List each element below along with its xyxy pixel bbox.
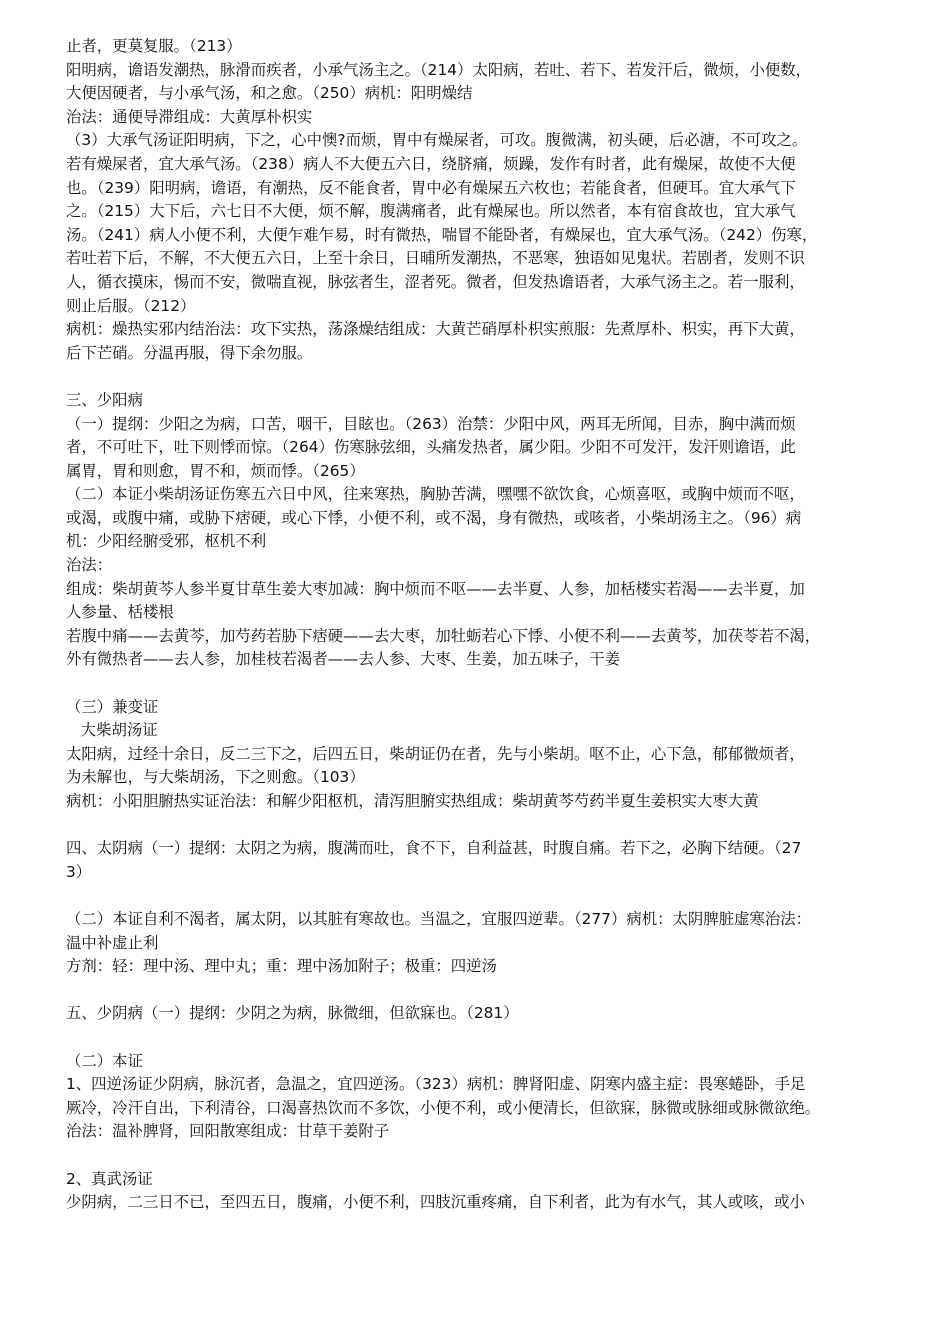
text-line: 机：少阳经腑受邪，枢机不利 bbox=[66, 532, 267, 551]
blank-line bbox=[66, 1026, 896, 1050]
text-line: 3） bbox=[66, 862, 92, 881]
text-line: 属胃，胃和则愈，胃不和，烦而悸。（265） bbox=[66, 461, 365, 480]
text-line: 为未解也，与大柴胡汤，下之则愈。（103） bbox=[66, 768, 365, 787]
text-line: 2、真武汤证 bbox=[66, 1169, 153, 1188]
text-line: 四、太阴病（一）提纲：太阴之为病，腹满而吐，食不下，自利益甚，时腹自痛。若下之，必胸下结硬。（27 bbox=[66, 839, 802, 858]
text-line: 若有燥屎者，宜大承气汤。（238）病人不大便五六日，绕脐痛，烦躁，发作有时者，此有燥屎，故使不大便 bbox=[66, 154, 796, 173]
text-line: 则止后服。（212） bbox=[66, 296, 196, 315]
text-line: 温中补虚止利 bbox=[66, 933, 159, 952]
text-line: 若腹中痛——去黄芩，加芍药若胁下痞硬——去大枣，加牡蛎若心下悸、小便不利——去黄芩，加茯苓若不渴， bbox=[66, 626, 821, 645]
blank-line bbox=[66, 672, 896, 696]
text-line: 组成：柴胡黄芩人参半夏甘草生姜大枣加减：胸中烦而不呕——去半夏、人参，加栝楼实若渴——去半夏，加 bbox=[66, 579, 805, 598]
text-line: 人参量、栝楼根 bbox=[66, 603, 174, 622]
text-line: 汤。（241）病人小便不利，大便乍难乍易，时有微热，喘冒不能卧者，有燥屎也，宜大承气汤。（242）伤寒， bbox=[66, 225, 818, 244]
text-line: （二）本证自利不渴者，属太阴，以其脏有寒故也。当温之，宜服四逆辈。（277）病机：太阴脾脏虚寒治法： bbox=[66, 909, 812, 928]
blank-line bbox=[66, 365, 896, 389]
text-line: 五、少阴病（一）提纲：少阴之为病，脉微细，但欲寐也。（281） bbox=[66, 1004, 519, 1023]
text-line: 治法： bbox=[66, 556, 113, 575]
text-line: 方剂：轻：理中汤、理中丸；重：理中汤加附子；极重：四逆汤 bbox=[66, 957, 497, 976]
blank-line bbox=[66, 884, 896, 908]
text-line: 或渴，或腹中痛，或胁下痞硬，或心下悸，小便不利，或不渴，身有微热，或咳者，小柴胡汤主之。（96）病 bbox=[66, 508, 802, 527]
text-line: 阳明病，谵语发潮热，脉滑而疾者，小承气汤主之。（214）太阳病，若吐、若下、若发汗后，微烦，小便数， bbox=[66, 60, 812, 79]
text-line: 治法：温补脾肾，回阳散寒组成：甘草干姜附子 bbox=[66, 1122, 390, 1141]
text-line: 厥冷，冷汗自出，下利清谷，口渴喜热饮而不多饮，小便不利，或小便清长，但欲寐，脉微或脉细或脉微欲绝。 bbox=[66, 1098, 821, 1117]
text-line: 也。（239）阳明病，谵语，有潮热，反不能食者，胃中必有燥屎五六枚也；若能食者，但硬耳。宜大承气下 bbox=[66, 178, 796, 197]
text-line: （二）本证 bbox=[66, 1051, 143, 1070]
text-line: （二）本证小柴胡汤证伤寒五六日中风，往来寒热，胸胁苦满，嘿嘿不欲饮食，心烦喜呕，或胸中烦而不呕， bbox=[66, 485, 805, 504]
text-line: 若吐若下后，不解，不大便五六日，上至十余日，日晡所发潮热，不恶寒，独语如见鬼状。若剧者，发则不识 bbox=[66, 249, 805, 268]
text-line: 病机：小阳胆腑热实证治法：和解少阳枢机，清泻胆腑实热组成：柴胡黄芩芍药半夏生姜枳实大枣大黄 bbox=[66, 792, 759, 810]
text-line: 止者，更莫复服。（213） bbox=[66, 37, 242, 55]
text-line: 病机：燥热实邪内结治法：攻下实热，荡涤燥结组成：大黄芒硝厚朴枳实煎服：先煮厚朴、枳实，再下大黄， bbox=[66, 320, 805, 339]
text-line: 1、四逆汤证少阴病，脉沉者，急温之，宜四逆汤。（323）病机：脾肾阳虚、阴寒内盛主症：畏寒蜷卧，手足 bbox=[66, 1075, 806, 1094]
document-body bbox=[66, 35, 896, 1215]
blank-line bbox=[66, 814, 896, 838]
text-line: 之。（215）大下后，六七日不大便，烦不解，腹满痛者，此有燥屎也。所以然者，本有宿食故也，宜大承气 bbox=[66, 202, 796, 221]
text-line: 少阴病，二三日不已，至四五日，腹痛，小便不利，四肢沉重疼痛，自下利者，此为有水气，其人或咳，或小 bbox=[66, 1193, 805, 1212]
text-line: 外有微热者——去人参，加桂枝若渴者——去人参、大枣、生姜，加五味子，干姜 bbox=[66, 650, 621, 669]
text-line: 大柴胡汤证 bbox=[66, 721, 158, 740]
text-line: 大便因硬者，与小承气汤，和之愈。（250）病机：阳明燥结 bbox=[66, 84, 473, 103]
text-line: 治法：通便导滞组成：大黄厚朴枳实 bbox=[66, 107, 313, 126]
text-line: （三）兼变证 bbox=[66, 697, 159, 716]
blank-line bbox=[66, 1144, 896, 1168]
text-line: 者，不可吐下，吐下则悸而惊。（264）伤寒脉弦细，头痛发热者，属少阳。少阳不可发汗，发汗则谵语，此 bbox=[66, 438, 796, 457]
text-line: 三、少阳病 bbox=[66, 390, 143, 409]
text-line: 太阳病，过经十余日，反二三下之，后四五日，柴胡证仍在者，先与小柴胡。呕不止，心下急，郁郁微烦者， bbox=[66, 744, 805, 763]
blank-line bbox=[66, 979, 896, 1003]
text-line: 后下芒硝。分温再服，得下余勿服。 bbox=[66, 343, 313, 362]
text-line: （3）大承气汤证阳明病，下之，心中懊?而烦，胃中有燥屎者，可攻。腹微满，初头硬，后必溏，不可攻之。 bbox=[66, 131, 808, 150]
text-line: （一）提纲：少阳之为病，口苦，咽干，目眩也。（263）治禁：少阳中风，两耳无所闻，目赤，胸中满而烦 bbox=[66, 414, 796, 433]
text-line: 人，循衣摸床，惕而不安，微喘直视，脉弦者生，涩者死。微者，但发热谵语者，大承气汤主之。若一服利， bbox=[66, 272, 805, 291]
